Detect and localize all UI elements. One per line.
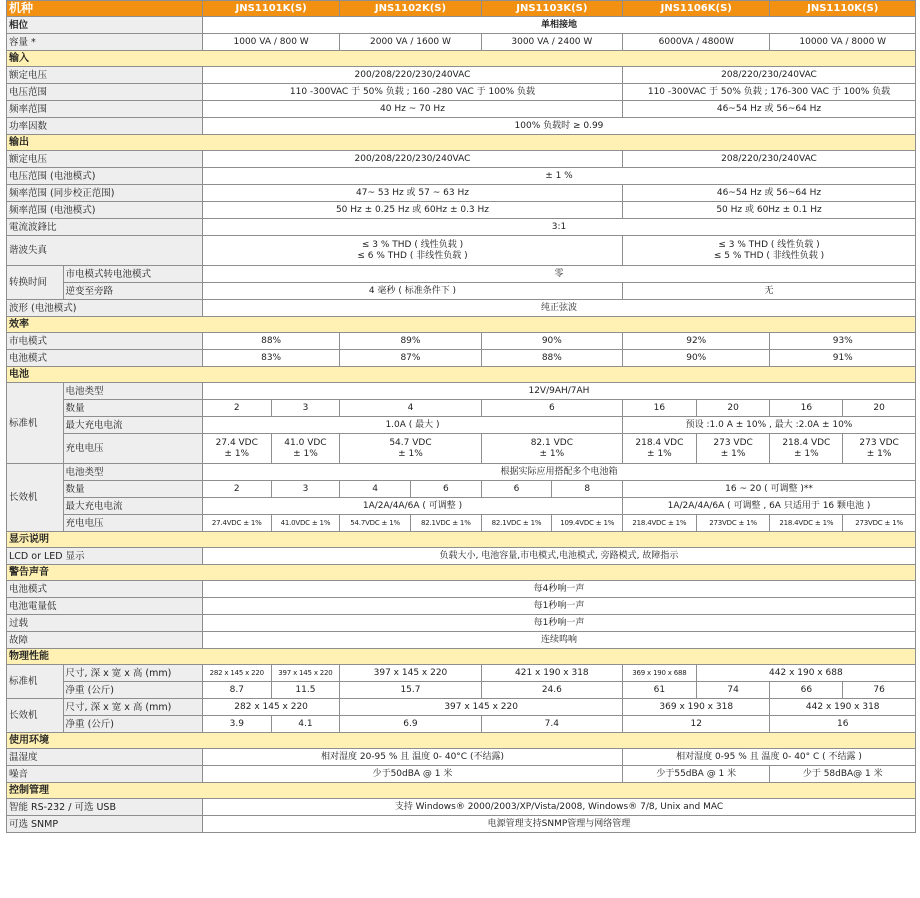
row-sublabel: 逆变至旁路: [63, 283, 202, 300]
row-label: 标准机: [7, 665, 64, 699]
section-header: [7, 317, 916, 333]
tolerance: ± 1%: [293, 448, 318, 459]
cell-value: 单相接地: [202, 17, 915, 34]
cell-value: 369 x 190 x 688: [623, 665, 697, 682]
row-label: 噪音: [7, 766, 203, 783]
cell-value: 每1秒响一声: [202, 615, 915, 632]
table-row: [7, 151, 916, 168]
cell-value: 74: [696, 682, 770, 699]
cell-value: 3: [271, 400, 340, 417]
thd-linear: ≤ 3 % THD ( 线性负载 ): [718, 239, 820, 250]
cell-value: 16 ~ 20 ( 可调整 )**: [623, 481, 916, 498]
cell-value: 47~ 53 Hz 或 57 ~ 63 Hz: [202, 185, 622, 202]
thd-linear: ≤ 3 % THD ( 线性负载 ): [361, 239, 464, 250]
header-row: [7, 1, 916, 17]
cell-value: 24.6: [481, 682, 622, 699]
cell-value: [623, 434, 697, 464]
cell-value: 208/220/230/240VAC: [623, 151, 916, 168]
cell-value: 相对湿度 0-95 % 且 温度 0- 40° C ( 不结露 ): [623, 749, 916, 766]
section-title: 显示说明: [7, 532, 916, 548]
cell-value: 109.4VDC ± 1%: [552, 515, 623, 532]
cell-value: 16: [623, 400, 697, 417]
cell-value: [481, 434, 622, 464]
cell-value: 92%: [623, 333, 770, 350]
cell-value: 20: [696, 400, 770, 417]
table-row: [7, 464, 916, 481]
table-row: [7, 615, 916, 632]
table-row: [7, 699, 916, 716]
cell-value: 46~54 Hz 或 56~64 Hz: [623, 101, 916, 118]
cell-value: 16: [770, 400, 843, 417]
cell-value: 1A/2A/4A/6A ( 可调整 ): [202, 498, 622, 515]
table-row: [7, 185, 916, 202]
section-title: 警告声音: [7, 565, 916, 581]
cell-value: 1.0A ( 最大 ): [202, 417, 622, 434]
cell-value: 76: [843, 682, 916, 699]
cell-value: 预设 :1.0 A ± 10% , 最大 :2.0A ± 10%: [623, 417, 916, 434]
table-row: [7, 283, 916, 300]
table-row: [7, 202, 916, 219]
cell-value: 6.9: [340, 716, 481, 733]
cell-value: [202, 434, 271, 464]
tolerance: ± 1%: [647, 448, 672, 459]
voltage: 273 VDC: [713, 437, 753, 448]
cell-value: [623, 236, 916, 266]
section-title: 效率: [7, 317, 916, 333]
table-row: [7, 548, 916, 565]
tolerance: ± 1%: [793, 448, 819, 459]
row-label: 标准机: [7, 383, 64, 464]
section-header: [7, 783, 916, 799]
row-label: LCD or LED 显示: [7, 548, 203, 565]
cell-value: 12: [623, 716, 770, 733]
row-label: 市电模式: [7, 333, 203, 350]
cell-value: 2: [202, 481, 271, 498]
cell-value: 46~54 Hz 或 56~64 Hz: [623, 185, 916, 202]
cell-value: 218.4VDC ± 1%: [770, 515, 843, 532]
cell-value: 41.0VDC ± 1%: [271, 515, 340, 532]
table-row: [7, 84, 916, 101]
cell-value: 61: [623, 682, 697, 699]
row-label: 电池電量低: [7, 598, 203, 615]
spec-table: [6, 0, 916, 833]
row-label: 智能 RS-232 / 可选 USB: [7, 799, 203, 816]
thd-nonlinear: ≤ 5 % THD ( 非线性负载 ): [713, 250, 825, 261]
cell-value: 16: [770, 716, 916, 733]
row-label: 故障: [7, 632, 203, 649]
model-header-label: 机种: [7, 1, 203, 17]
cell-value: 4: [340, 481, 411, 498]
cell-value: 每4秒响一声: [202, 581, 915, 598]
cell-value: 82.1VDC ± 1%: [481, 515, 552, 532]
cell-value: 少于55dBA @ 1 米: [623, 766, 770, 783]
cell-value: 90%: [623, 350, 770, 367]
cell-value: 397 x 145 x 220: [340, 665, 481, 682]
cell-value: 218.4VDC ± 1%: [623, 515, 697, 532]
cell-value: 91%: [770, 350, 916, 367]
row-label: 过载: [7, 615, 203, 632]
table-row: [7, 67, 916, 84]
section-header: [7, 649, 916, 665]
row-sublabel: 市电模式转电池模式: [63, 266, 202, 283]
capacity-row: [7, 34, 916, 51]
table-row: [7, 118, 916, 135]
voltage: 41.0 VDC: [284, 437, 327, 448]
cell-value: 397 x 145 x 220: [271, 665, 340, 682]
cell-value: 少于 58dBA@ 1 米: [770, 766, 916, 783]
row-sublabel: 电池类型: [63, 383, 202, 400]
model-name: JNS1101K(S): [202, 1, 339, 17]
section-header: [7, 51, 916, 67]
cell-value: 2: [202, 400, 271, 417]
cell-value: 20: [843, 400, 916, 417]
cell-value: 根据实际应用搭配多个电池箱: [202, 464, 915, 481]
tolerance: ± 1%: [720, 448, 746, 459]
cell-value: 3:1: [202, 219, 915, 236]
cell-value: 2000 VA / 1600 W: [340, 34, 481, 51]
table-row: [7, 682, 916, 699]
row-sublabel: 净重 (公斤): [63, 716, 202, 733]
section-header: [7, 532, 916, 548]
cell-value: 100% 负载时 ≥ 0.99: [202, 118, 915, 135]
table-row: [7, 383, 916, 400]
cell-value: 88%: [481, 350, 622, 367]
row-label: 功率因数: [7, 118, 203, 135]
cell-value: 88%: [202, 333, 339, 350]
thd-nonlinear: ≤ 6 % THD ( 非线性负载 ): [357, 250, 468, 261]
cell-value: 4 毫秒 ( 标准条件下 ): [202, 283, 622, 300]
row-label: 长效机: [7, 699, 64, 733]
row-label: 电压范围: [7, 84, 203, 101]
cell-value: 200/208/220/230/240VAC: [202, 151, 622, 168]
table-row: [7, 498, 916, 515]
table-row: [7, 168, 916, 185]
section-title: 输出: [7, 135, 916, 151]
cell-value: 每1秒响一声: [202, 598, 915, 615]
phase-row: [7, 17, 916, 34]
row-label: 频率范围 (同步校正范围): [7, 185, 203, 202]
cell-value: 15.7: [340, 682, 481, 699]
cell-value: 82.1VDC ± 1%: [410, 515, 481, 532]
row-label: 电池模式: [7, 581, 203, 598]
table-row: [7, 417, 916, 434]
tolerance: ± 1%: [539, 448, 565, 459]
table-row: [7, 333, 916, 350]
row-label: 额定电压: [7, 151, 203, 168]
voltage: 54.7 VDC: [389, 437, 432, 448]
voltage: 82.1 VDC: [530, 437, 573, 448]
cell-value: 6000VA / 4800W: [623, 34, 770, 51]
row-sublabel: 净重 (公斤): [63, 682, 202, 699]
cell-value: 93%: [770, 333, 916, 350]
model-name: JNS1102K(S): [340, 1, 481, 17]
cell-value: 200/208/220/230/240VAC: [202, 67, 622, 84]
cell-value: 6: [481, 400, 622, 417]
table-row: [7, 816, 916, 833]
cell-value: 6: [410, 481, 481, 498]
cell-value: 66: [770, 682, 843, 699]
row-label: 长效机: [7, 464, 64, 532]
section-title: 使用环境: [7, 733, 916, 749]
row-sublabel: 充电电压: [63, 434, 202, 464]
cell-value: 110 -300VAC 于 50% 负载 ; 176-300 VAC 于 100% 负载: [623, 84, 916, 101]
cell-value: 110 -300VAC 于 50% 负载 ; 160 -280 VAC 于 100% 负载: [202, 84, 622, 101]
table-row: [7, 766, 916, 783]
table-row: [7, 300, 916, 317]
model-name: JNS1106K(S): [623, 1, 770, 17]
table-row: [7, 632, 916, 649]
cell-value: 273VDC ± 1%: [696, 515, 770, 532]
cell-value: 纯正弦波: [202, 300, 915, 317]
cell-value: 连续鸣响: [202, 632, 915, 649]
row-label: 频率范围 (电池模式): [7, 202, 203, 219]
row-sublabel: 数量: [63, 481, 202, 498]
cell-value: 273VDC ± 1%: [843, 515, 916, 532]
section-header: [7, 367, 916, 383]
table-row: [7, 598, 916, 615]
table-row: [7, 581, 916, 598]
cell-value: 27.4VDC ± 1%: [202, 515, 271, 532]
row-label: 可选 SNMP: [7, 816, 203, 833]
table-row: [7, 799, 916, 816]
cell-value: 87%: [340, 350, 481, 367]
table-row: [7, 219, 916, 236]
tolerance: ± 1%: [224, 448, 250, 459]
voltage: 218.4 VDC: [782, 437, 831, 448]
cell-value: 442 x 190 x 318: [770, 699, 916, 716]
table-row: [7, 400, 916, 417]
cell-value: 7.4: [481, 716, 622, 733]
cell-value: 11.5: [271, 682, 340, 699]
section-header: [7, 733, 916, 749]
cell-value: [696, 434, 770, 464]
table-row: [7, 101, 916, 118]
table-row: [7, 236, 916, 266]
cell-value: [340, 434, 481, 464]
voltage: 273 VDC: [859, 437, 899, 448]
cell-value: 1000 VA / 800 W: [202, 34, 339, 51]
cell-value: 零: [202, 266, 915, 283]
cell-value: 421 x 190 x 318: [481, 665, 622, 682]
table-row: [7, 266, 916, 283]
table-row: [7, 749, 916, 766]
cell-value: 50 Hz ± 0.25 Hz 或 60Hz ± 0.3 Hz: [202, 202, 622, 219]
cell-value: 4.1: [271, 716, 340, 733]
cell-value: 442 x 190 x 688: [696, 665, 915, 682]
cell-value: 397 x 145 x 220: [340, 699, 623, 716]
cell-value: 8.7: [202, 682, 271, 699]
cell-value: 10000 VA / 8000 W: [770, 34, 916, 51]
cell-value: 电源管理支持SNMP管理与网络管理: [202, 816, 915, 833]
cell-value: 369 x 190 x 318: [623, 699, 770, 716]
cell-value: [843, 434, 916, 464]
cell-value: 少于50dBA @ 1 米: [202, 766, 622, 783]
row-label: 相位: [7, 17, 203, 34]
model-name: JNS1110K(S): [770, 1, 916, 17]
cell-value: 208/220/230/240VAC: [623, 67, 916, 84]
row-label: 转换时间: [7, 266, 64, 300]
cell-value: 3000 VA / 2400 W: [481, 34, 622, 51]
section-header: [7, 565, 916, 581]
row-label: 電流波鋒比: [7, 219, 203, 236]
cell-value: 4: [340, 400, 481, 417]
row-label: 谐波失真: [7, 236, 203, 266]
cell-value: 3: [271, 481, 340, 498]
voltage: 218.4 VDC: [635, 437, 684, 448]
cell-value: 支持 Windows® 2000/2003/XP/Vista/2008, Windows® 7/8, Unix and MAC: [202, 799, 915, 816]
cell-value: 54.7VDC ± 1%: [340, 515, 411, 532]
row-sublabel: 最大充电电流: [63, 417, 202, 434]
cell-value: 282 x 145 x 220: [202, 699, 339, 716]
tolerance: ± 1%: [398, 448, 423, 459]
section-header: [7, 135, 916, 151]
table-row: [7, 434, 916, 464]
section-title: 电池: [7, 367, 916, 383]
row-sublabel: 充电电压: [63, 515, 202, 532]
cell-value: 282 x 145 x 220: [202, 665, 271, 682]
row-label: 频率范围: [7, 101, 203, 118]
voltage: 27.4 VDC: [215, 437, 258, 448]
row-sublabel: 最大充电电流: [63, 498, 202, 515]
row-sublabel: 尺寸, 深 x 宽 x 高 (mm): [63, 665, 202, 682]
model-name: JNS1103K(S): [481, 1, 622, 17]
cell-value: 89%: [340, 333, 481, 350]
table-row: [7, 350, 916, 367]
table-row: [7, 716, 916, 733]
cell-value: 无: [623, 283, 916, 300]
row-sublabel: 尺寸, 深 x 宽 x 高 (mm): [63, 699, 202, 716]
cell-value: 相对湿度 20-95 % 且 温度 0- 40°C (不结露): [202, 749, 622, 766]
row-label: 波形 (电池模式): [7, 300, 203, 317]
cell-value: 1A/2A/4A/6A ( 可调整 , 6A 只适用于 16 颗电池 ): [623, 498, 916, 515]
cell-value: [202, 236, 622, 266]
section-title: 物理性能: [7, 649, 916, 665]
table-row: [7, 665, 916, 682]
row-label: 电压范围 (电池模式): [7, 168, 203, 185]
tolerance: ± 1%: [866, 448, 892, 459]
row-label: 温湿度: [7, 749, 203, 766]
row-sublabel: 电池类型: [63, 464, 202, 481]
row-label: 额定电压: [7, 67, 203, 84]
row-label: 电池模式: [7, 350, 203, 367]
cell-value: 3.9: [202, 716, 271, 733]
row-sublabel: 数量: [63, 400, 202, 417]
section-title: 输入: [7, 51, 916, 67]
table-row: [7, 481, 916, 498]
cell-value: [271, 434, 340, 464]
row-label: 容量 *: [7, 34, 203, 51]
cell-value: 负载大小, 电池容量,市电模式,电池模式, 旁路模式, 故障指示: [202, 548, 915, 565]
table-row: [7, 515, 916, 532]
cell-value: 40 Hz ~ 70 Hz: [202, 101, 622, 118]
cell-value: 83%: [202, 350, 339, 367]
cell-value: ± 1 %: [202, 168, 915, 185]
cell-value: 90%: [481, 333, 622, 350]
cell-value: 12V/9AH/7AH: [202, 383, 915, 400]
cell-value: 50 Hz 或 60Hz ± 0.1 Hz: [623, 202, 916, 219]
cell-value: [770, 434, 843, 464]
cell-value: 8: [552, 481, 623, 498]
cell-value: 6: [481, 481, 552, 498]
section-title: 控制管理: [7, 783, 916, 799]
